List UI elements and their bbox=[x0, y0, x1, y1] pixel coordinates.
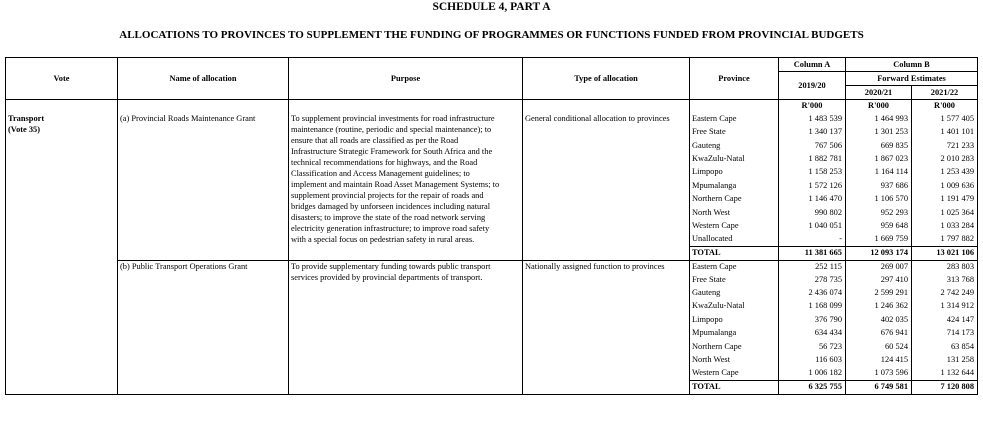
value-2020-21: 1 464 993 bbox=[846, 113, 912, 126]
value-2019-20: 2 436 074 bbox=[779, 287, 846, 300]
value-2019-20: 1 158 253 bbox=[779, 166, 846, 179]
value-2020-21: 1 164 114 bbox=[846, 166, 912, 179]
value-2019-20: - bbox=[779, 233, 846, 246]
header-year-2020: 2020/21 bbox=[846, 86, 912, 100]
purpose-line: technical recommendations for highways, and the Road bbox=[291, 158, 478, 167]
unit-label: R'000 bbox=[779, 100, 846, 113]
value-2021-22: 721 233 bbox=[912, 140, 978, 153]
province-name: Limpopo bbox=[690, 314, 779, 327]
value-2019-20: 767 506 bbox=[779, 140, 846, 153]
value-2021-22: 1 025 364 bbox=[912, 207, 978, 220]
province-name: KwaZulu-Natal bbox=[690, 153, 779, 166]
allocation-name: (a) Provincial Roads Maintenance Grant bbox=[118, 100, 289, 261]
header-year-2021: 2021/22 bbox=[912, 86, 978, 100]
value-2021-22: 63 854 bbox=[912, 341, 978, 354]
allocation-name: (b) Public Transport Operations Grant bbox=[118, 260, 289, 394]
value-2020-21: 959 648 bbox=[846, 220, 912, 233]
province-name: Gauteng bbox=[690, 287, 779, 300]
allocation-type: General conditional allocation to provinces bbox=[523, 100, 690, 261]
province-name: KwaZulu-Natal bbox=[690, 300, 779, 313]
province-name: Northern Cape bbox=[690, 193, 779, 206]
vote-cell bbox=[6, 100, 118, 395]
value-2019-20: 1 006 182 bbox=[779, 367, 846, 380]
unit-label: R'000 bbox=[846, 100, 912, 113]
province-name: Unallocated bbox=[690, 233, 779, 246]
value-2019-20: 1 572 126 bbox=[779, 180, 846, 193]
header-vote: Vote bbox=[6, 58, 118, 100]
province-name: Gauteng bbox=[690, 140, 779, 153]
value-2020-21: 269 007 bbox=[846, 260, 912, 273]
value-2019-20: 1 483 539 bbox=[779, 113, 846, 126]
value-2021-22: 1 132 644 bbox=[912, 367, 978, 380]
province-name: Mpumalanga bbox=[690, 327, 779, 340]
purpose-line: To supplement provincial investments for road infrastructure bbox=[291, 114, 495, 123]
purpose-line: ensure that all roads are classified as per the Road bbox=[291, 136, 459, 145]
total-label: TOTAL bbox=[690, 247, 779, 260]
value-2021-22: 313 768 bbox=[912, 274, 978, 287]
value-2019-20: 1 040 051 bbox=[779, 220, 846, 233]
value-2021-22: 1 191 479 bbox=[912, 193, 978, 206]
purpose-line: Classification and Access Management guidelines; to bbox=[291, 169, 470, 178]
value-2019-20: 990 802 bbox=[779, 207, 846, 220]
value-2020-21: 2 599 291 bbox=[846, 287, 912, 300]
value-2021-22: 424 147 bbox=[912, 314, 978, 327]
header-column-b: Column B bbox=[846, 58, 978, 72]
value-2019-20: 1 882 781 bbox=[779, 153, 846, 166]
value-2020-21: 60 524 bbox=[846, 341, 912, 354]
province-name: Western Cape bbox=[690, 220, 779, 233]
total-2019-20: 11 381 665 bbox=[779, 247, 846, 260]
value-2021-22: 1 033 284 bbox=[912, 220, 978, 233]
value-2020-21: 297 410 bbox=[846, 274, 912, 287]
value-2021-22: 1 314 912 bbox=[912, 300, 978, 313]
total-label: TOTAL bbox=[690, 381, 779, 394]
value-2020-21: 1 106 570 bbox=[846, 193, 912, 206]
value-2021-22: 714 173 bbox=[912, 327, 978, 340]
value-2019-20: 252 115 bbox=[779, 260, 846, 273]
vote-number: (Vote 35) bbox=[8, 125, 41, 134]
value-2020-21: 676 941 bbox=[846, 327, 912, 340]
value-2021-22: 2 010 283 bbox=[912, 153, 978, 166]
value-2020-21: 1 867 023 bbox=[846, 153, 912, 166]
value-2019-20: 376 790 bbox=[779, 314, 846, 327]
value-2020-21: 1 073 596 bbox=[846, 367, 912, 380]
purpose-line: services provided by provincial departments of transport. bbox=[291, 272, 483, 282]
value-2020-21: 1 246 362 bbox=[846, 300, 912, 313]
province-name: Free State bbox=[690, 126, 779, 139]
total-2021-22: 7 120 808 bbox=[912, 381, 978, 394]
header-year-2019: 2019/20 bbox=[779, 72, 846, 100]
total-2020-21: 6 749 581 bbox=[846, 381, 912, 394]
value-2020-21: 1 669 759 bbox=[846, 233, 912, 246]
value-2021-22: 1 009 636 bbox=[912, 180, 978, 193]
header-name: Name of allocation bbox=[118, 58, 289, 100]
total-2021-22: 13 021 106 bbox=[912, 247, 978, 260]
purpose-line: supplement provincial projects for the repair of roads and bbox=[291, 191, 484, 200]
value-2019-20: 1 340 137 bbox=[779, 126, 846, 139]
value-2021-22: 2 742 249 bbox=[912, 287, 978, 300]
purpose-line: implement and maintain Road Asset Management Systems; to bbox=[291, 180, 500, 189]
allocation-purpose bbox=[289, 260, 523, 394]
schedule-subtitle: ALLOCATIONS TO PROVINCES TO SUPPLEMENT THE FUNDING OF PROGRAMMES OR FUNCTIONS FUNDED FROM PROVINCIAL BUDGETS bbox=[119, 29, 864, 41]
value-2020-21: 937 686 bbox=[846, 180, 912, 193]
purpose-line: electricity generation infrastructure; to improve road safety bbox=[291, 224, 490, 233]
total-2019-20: 6 325 755 bbox=[779, 381, 846, 394]
value-2021-22: 1 577 405 bbox=[912, 113, 978, 126]
vote-name: Transport bbox=[8, 114, 45, 123]
value-2019-20: 56 723 bbox=[779, 341, 846, 354]
value-2019-20: 116 603 bbox=[779, 354, 846, 367]
province-name: Western Cape bbox=[690, 367, 779, 380]
total-2020-21: 12 093 174 bbox=[846, 247, 912, 260]
allocations-table bbox=[5, 57, 978, 395]
value-2019-20: 634 434 bbox=[779, 327, 846, 340]
value-2021-22: 283 803 bbox=[912, 260, 978, 273]
value-2020-21: 669 835 bbox=[846, 140, 912, 153]
value-2020-21: 952 293 bbox=[846, 207, 912, 220]
value-2019-20: 278 735 bbox=[779, 274, 846, 287]
unit-label: R'000 bbox=[912, 100, 978, 113]
purpose-line: bridges damaged by unforseen incidences including natural bbox=[291, 202, 491, 211]
province-name: North West bbox=[690, 354, 779, 367]
value-2020-21: 402 035 bbox=[846, 314, 912, 327]
header-province: Province bbox=[690, 58, 779, 100]
province-name: Free State bbox=[690, 274, 779, 287]
value-2020-21: 124 415 bbox=[846, 354, 912, 367]
province-name: Mpumalanga bbox=[690, 180, 779, 193]
province-name: Eastern Cape bbox=[690, 113, 779, 126]
value-2021-22: 1 797 882 bbox=[912, 233, 978, 246]
value-2021-22: 131 258 bbox=[912, 354, 978, 367]
header-forward-estimates: Forward Estimates bbox=[846, 72, 978, 86]
purpose-line: maintenance (routine, periodic and special maintenance); to bbox=[291, 125, 492, 134]
province-name: Limpopo bbox=[690, 166, 779, 179]
allocation-purpose bbox=[289, 100, 523, 261]
value-2019-20: 1 168 099 bbox=[779, 300, 846, 313]
province-name: Northern Cape bbox=[690, 341, 779, 354]
province-name: Eastern Cape bbox=[690, 260, 779, 273]
purpose-line: disasters; to improve the state of the road network serving bbox=[291, 213, 486, 222]
header-type: Type of allocation bbox=[523, 58, 690, 100]
purpose-line: with a special focus on pedestrian safety in rural areas. bbox=[291, 235, 475, 244]
value-2020-21: 1 301 253 bbox=[846, 126, 912, 139]
province-name: North West bbox=[690, 207, 779, 220]
header-purpose: Purpose bbox=[289, 58, 523, 100]
schedule-title: SCHEDULE 4, PART A bbox=[432, 1, 551, 13]
value-2021-22: 1 401 101 bbox=[912, 126, 978, 139]
value-2019-20: 1 146 470 bbox=[779, 193, 846, 206]
header-column-a: Column A bbox=[779, 58, 846, 72]
value-2021-22: 1 253 439 bbox=[912, 166, 978, 179]
province-cell bbox=[690, 100, 779, 113]
purpose-line: Infrastructure Strategic Framework for South Africa and the bbox=[291, 147, 493, 156]
allocation-type: Nationally assigned function to provinces bbox=[523, 260, 690, 394]
purpose-line: To provide supplementary funding towards public transport bbox=[291, 261, 491, 271]
